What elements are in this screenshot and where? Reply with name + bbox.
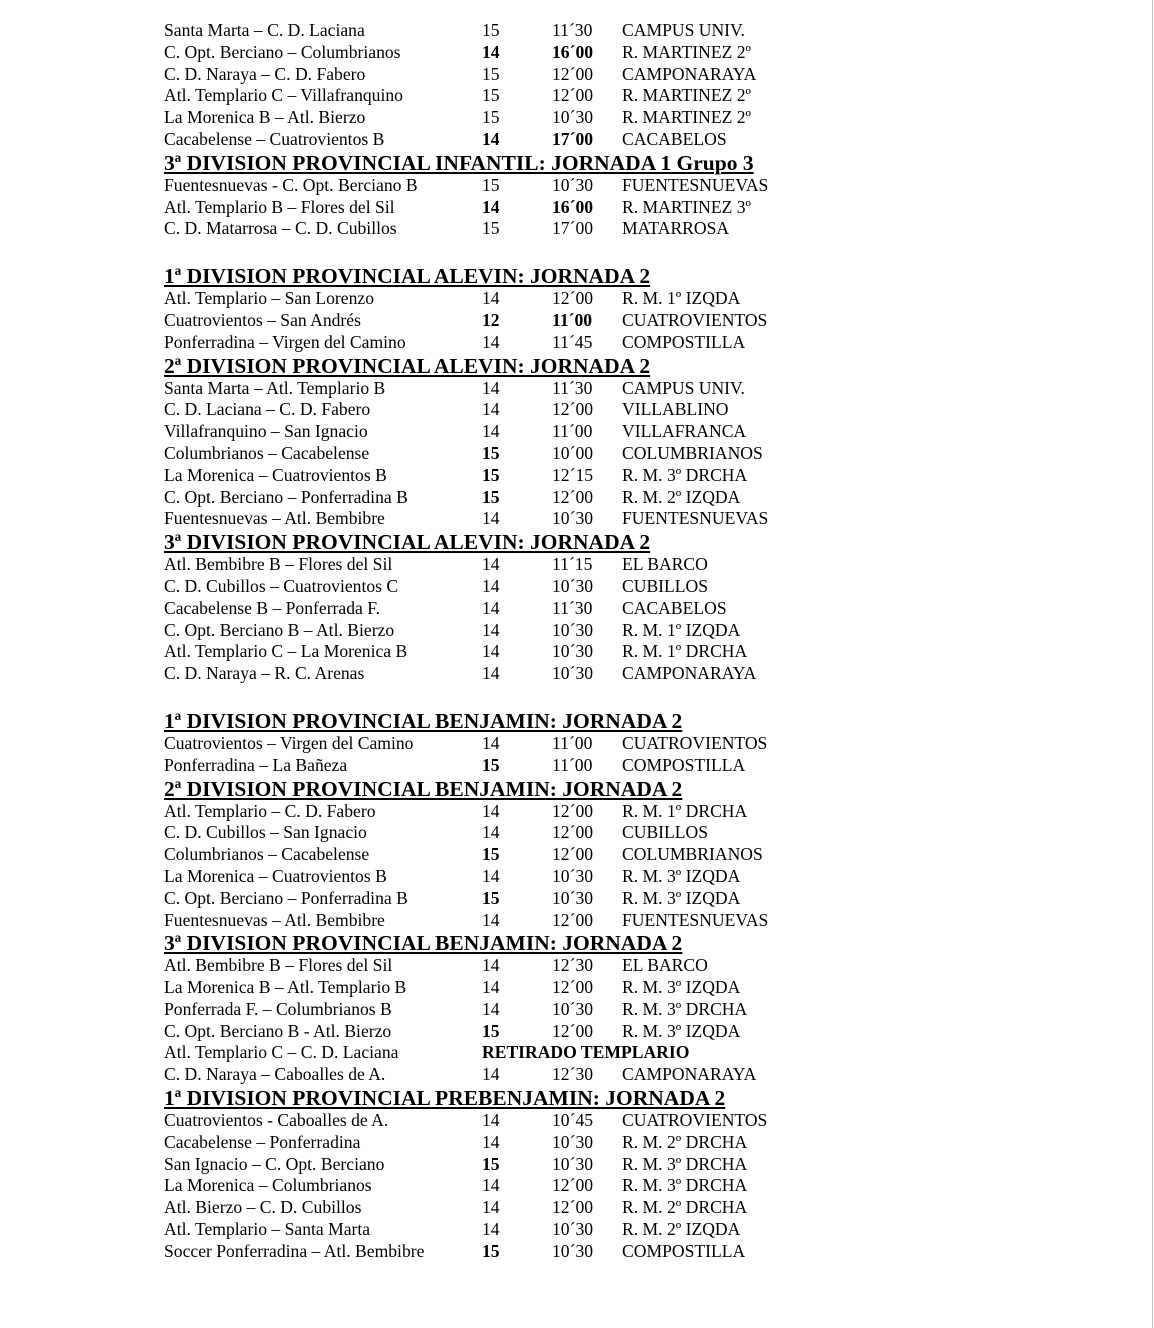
match-day: 15 bbox=[482, 486, 500, 507]
match-venue: FUENTESNUEVAS bbox=[622, 909, 769, 930]
match-venue: FUENTESNUEVAS bbox=[622, 174, 769, 195]
section-heading-text: 3ª DIVISION PROVINCIAL BENJAMIN: JORNADA 2 bbox=[164, 931, 683, 956]
match-time: 10´30 bbox=[552, 865, 594, 886]
match-teams: Fuentesnuevas - C. Opt. Berciano B bbox=[164, 174, 418, 195]
match-venue: COMPOSTILLA bbox=[622, 1240, 746, 1261]
match-row bbox=[164, 977, 1064, 999]
match-day: 14 bbox=[482, 663, 500, 684]
match-row bbox=[164, 755, 1064, 777]
section-heading-text: 1ª DIVISION PROVINCIAL PREBENJAMIN: JORNADA 2 bbox=[164, 1086, 726, 1111]
match-time: 16´00 bbox=[552, 41, 594, 62]
match-day: 15 bbox=[482, 887, 500, 908]
match-row bbox=[164, 64, 1064, 86]
match-day: 14 bbox=[482, 1064, 500, 1085]
schedule-document bbox=[164, 20, 1064, 1263]
match-time: 12´00 bbox=[552, 63, 594, 84]
match-teams: Cacabelense – Ponferradina bbox=[164, 1131, 361, 1152]
match-venue: CAMPUS UNIV. bbox=[622, 20, 745, 40]
match-day: 15 bbox=[482, 85, 500, 106]
match-venue: CAMPUS UNIV. bbox=[622, 377, 745, 398]
match-day: 14 bbox=[482, 597, 500, 618]
match-venue: R. M. 2º DRCHA bbox=[622, 1131, 748, 1152]
match-day: 14 bbox=[482, 822, 500, 843]
match-time: 12´00 bbox=[552, 399, 594, 420]
match-day: 15 bbox=[482, 464, 500, 485]
match-day: 15 bbox=[482, 1240, 500, 1261]
match-row bbox=[164, 107, 1064, 129]
match-teams: La Morenica – Cuatrovientos B bbox=[164, 865, 387, 886]
match-time: 10´30 bbox=[552, 1153, 594, 1174]
match-time: 17´00 bbox=[552, 128, 594, 149]
match-teams: C. D. Laciana – C. D. Fabero bbox=[164, 399, 371, 420]
match-time: 10´30 bbox=[552, 1240, 594, 1261]
section-heading-text: 2ª DIVISION PROVINCIAL BENJAMIN: JORNADA 2 bbox=[164, 776, 683, 801]
match-time: 11´30 bbox=[552, 20, 593, 40]
match-day: 14 bbox=[482, 955, 500, 976]
match-venue: CUATROVIENTOS bbox=[622, 732, 768, 753]
match-time: 12´00 bbox=[552, 85, 594, 106]
match-time: 10´30 bbox=[552, 887, 594, 908]
match-row bbox=[164, 663, 1064, 685]
match-time: 10´30 bbox=[552, 1131, 594, 1152]
match-time: 12´00 bbox=[552, 1197, 594, 1218]
match-row bbox=[164, 910, 1064, 932]
match-day: 15 bbox=[482, 1020, 500, 1041]
match-teams: San Ignacio – C. Opt. Berciano bbox=[164, 1153, 385, 1174]
match-teams: La Morenica B – Atl. Bierzo bbox=[164, 107, 366, 128]
match-teams: Atl. Bembibre B – Flores del Sil bbox=[164, 554, 393, 575]
match-time: 16´00 bbox=[552, 196, 594, 217]
match-day: 14 bbox=[482, 909, 500, 930]
match-venue: R. MARTINEZ 2º bbox=[622, 85, 752, 106]
match-time: 12´00 bbox=[552, 822, 594, 843]
match-venue: R. M. 3º IZQDA bbox=[622, 865, 741, 886]
match-day: 14 bbox=[482, 554, 500, 575]
section-heading bbox=[164, 264, 1064, 288]
match-teams: Fuentesnuevas – Atl. Bembibre bbox=[164, 909, 385, 930]
section-heading-text: 3ª DIVISION PROVINCIAL ALEVIN: JORNADA 2 bbox=[164, 530, 651, 555]
match-row bbox=[164, 620, 1064, 642]
match-venue: COMPOSTILLA bbox=[622, 754, 746, 775]
match-row bbox=[164, 1064, 1064, 1086]
match-venue: R. M. 1º IZQDA bbox=[622, 288, 741, 309]
match-time: 11´00 bbox=[552, 754, 593, 775]
match-day: 14 bbox=[482, 865, 500, 886]
match-teams: C. D. Naraya – R. C. Arenas bbox=[164, 663, 365, 684]
match-row bbox=[164, 378, 1064, 400]
match-time: 10´45 bbox=[552, 1110, 594, 1131]
section-heading-text: 2ª DIVISION PROVINCIAL ALEVIN: JORNADA 2 bbox=[164, 353, 651, 378]
match-time: 10´30 bbox=[552, 174, 594, 195]
match-venue: R. M. 3º DRCHA bbox=[622, 464, 748, 485]
match-time: 10´30 bbox=[552, 107, 594, 128]
match-time: 12´00 bbox=[552, 486, 594, 507]
match-teams: C. D. Naraya – Caboalles de A. bbox=[164, 1064, 386, 1085]
match-day: 14 bbox=[482, 998, 500, 1019]
match-venue: CUATROVIENTOS bbox=[622, 309, 768, 330]
match-venue: EL BARCO bbox=[622, 955, 708, 976]
match-time: 10´30 bbox=[552, 998, 594, 1019]
match-venue: CACABELOS bbox=[622, 128, 727, 149]
match-day: 14 bbox=[482, 421, 500, 442]
match-row bbox=[164, 1175, 1064, 1197]
match-row bbox=[164, 129, 1064, 151]
match-day: 15 bbox=[482, 844, 500, 865]
match-venue: COLUMBRIANOS bbox=[622, 844, 763, 865]
match-venue: R. M. 3º IZQDA bbox=[622, 977, 741, 998]
match-teams: Atl. Templario – C. D. Fabero bbox=[164, 800, 376, 821]
match-row bbox=[164, 866, 1064, 888]
match-row bbox=[164, 332, 1064, 354]
match-row bbox=[164, 1197, 1064, 1219]
match-day: 14 bbox=[482, 331, 500, 352]
match-day: 14 bbox=[482, 641, 500, 662]
match-teams: Soccer Ponferradina – Atl. Bembibre bbox=[164, 1240, 425, 1261]
page-edge-rule bbox=[1152, 0, 1153, 1328]
match-row bbox=[164, 888, 1064, 910]
match-time: 12´30 bbox=[552, 1064, 594, 1085]
match-teams: Atl. Templario C – C. D. Laciana bbox=[164, 1042, 399, 1063]
match-teams: Columbrianos – Cacabelense bbox=[164, 844, 370, 865]
match-venue: CUBILLOS bbox=[622, 575, 709, 596]
match-time: 10´30 bbox=[552, 663, 594, 684]
match-teams: Atl. Templario C – La Morenica B bbox=[164, 641, 408, 662]
match-teams: Cacabelense – Cuatrovientos B bbox=[164, 128, 385, 149]
match-day: 14 bbox=[482, 800, 500, 821]
match-venue: FUENTESNUEVAS bbox=[622, 508, 769, 529]
match-row bbox=[164, 1110, 1064, 1132]
match-time: 12´00 bbox=[552, 288, 594, 309]
match-row bbox=[164, 465, 1064, 487]
match-venue: VILLABLINO bbox=[622, 399, 729, 420]
match-teams: C. D. Matarrosa – C. D. Cubillos bbox=[164, 218, 397, 239]
match-venue: R. M. 1º DRCHA bbox=[622, 800, 748, 821]
match-row bbox=[164, 399, 1064, 421]
match-row bbox=[164, 844, 1064, 866]
match-note: RETIRADO TEMPLARIO bbox=[482, 1042, 690, 1063]
match-teams: Atl. Bierzo – C. D. Cubillos bbox=[164, 1197, 362, 1218]
section-heading bbox=[164, 1086, 1064, 1110]
match-venue: R. MARTINEZ 2º bbox=[622, 107, 752, 128]
match-teams: Cacabelense B – Ponferrada F. bbox=[164, 597, 380, 618]
match-time: 10´30 bbox=[552, 619, 594, 640]
match-time: 12´15 bbox=[552, 464, 594, 485]
match-row bbox=[164, 1042, 1064, 1064]
match-venue: CACABELOS bbox=[622, 597, 727, 618]
match-time: 12´00 bbox=[552, 909, 594, 930]
match-row bbox=[164, 443, 1064, 465]
section-heading bbox=[164, 530, 1064, 554]
match-teams: La Morenica – Cuatrovientos B bbox=[164, 464, 387, 485]
match-time: 10´30 bbox=[552, 1219, 594, 1240]
match-day: 15 bbox=[482, 442, 500, 463]
match-row bbox=[164, 42, 1064, 64]
match-day: 14 bbox=[482, 1197, 500, 1218]
match-venue: CUBILLOS bbox=[622, 822, 709, 843]
match-day: 14 bbox=[482, 128, 500, 149]
match-row bbox=[164, 175, 1064, 197]
match-venue: R. M. 1º DRCHA bbox=[622, 641, 748, 662]
match-day: 15 bbox=[482, 174, 500, 195]
match-day: 15 bbox=[482, 107, 500, 128]
match-row bbox=[164, 733, 1064, 755]
match-row bbox=[164, 218, 1064, 240]
match-teams: Atl. Templario C – Villafranquino bbox=[164, 85, 403, 106]
match-time: 11´15 bbox=[552, 554, 593, 575]
match-row bbox=[164, 999, 1064, 1021]
match-teams: La Morenica – Columbrianos bbox=[164, 1175, 372, 1196]
match-row bbox=[164, 20, 1064, 42]
match-row bbox=[164, 1154, 1064, 1176]
match-venue: MATARROSA bbox=[622, 218, 730, 239]
match-teams: Ponferradina – Virgen del Camino bbox=[164, 331, 406, 352]
match-day: 14 bbox=[482, 619, 500, 640]
match-row bbox=[164, 487, 1064, 509]
section-heading-text: 1ª DIVISION PROVINCIAL BENJAMIN: JORNADA 2 bbox=[164, 708, 683, 733]
match-teams: La Morenica B – Atl. Templario B bbox=[164, 977, 407, 998]
match-day: 14 bbox=[482, 399, 500, 420]
match-venue: R. MARTINEZ 3º bbox=[622, 196, 752, 217]
match-teams: C. D. Cubillos – Cuatrovientos C bbox=[164, 575, 399, 596]
match-time: 17´00 bbox=[552, 218, 594, 239]
match-venue: R. M. 2º IZQDA bbox=[622, 1219, 741, 1240]
match-day: 14 bbox=[482, 288, 500, 309]
match-row bbox=[164, 554, 1064, 576]
match-time: 11´00 bbox=[552, 309, 593, 330]
match-teams: Cuatrovientos - Caboalles de A. bbox=[164, 1110, 389, 1131]
match-day: 12 bbox=[482, 309, 500, 330]
match-day: 14 bbox=[482, 732, 500, 753]
match-row bbox=[164, 576, 1064, 598]
match-teams: Columbrianos – Cacabelense bbox=[164, 442, 370, 463]
match-time: 11´45 bbox=[552, 331, 593, 352]
match-row bbox=[164, 598, 1064, 620]
match-row bbox=[164, 1132, 1064, 1154]
section-heading bbox=[164, 709, 1064, 733]
match-time: 12´00 bbox=[552, 800, 594, 821]
match-day: 14 bbox=[482, 977, 500, 998]
match-day: 14 bbox=[482, 196, 500, 217]
match-venue: CAMPONARAYA bbox=[622, 63, 757, 84]
match-time: 11´00 bbox=[552, 732, 593, 753]
match-row bbox=[164, 310, 1064, 332]
match-venue: R. M. 1º IZQDA bbox=[622, 619, 741, 640]
match-teams: C. D. Cubillos – San Ignacio bbox=[164, 822, 367, 843]
match-day: 14 bbox=[482, 41, 500, 62]
match-day: 14 bbox=[482, 1175, 500, 1196]
match-teams: Santa Marta – C. D. Laciana bbox=[164, 20, 365, 40]
match-time: 12´30 bbox=[552, 955, 594, 976]
match-row bbox=[164, 421, 1064, 443]
match-teams: C. Opt. Berciano B - Atl. Bierzo bbox=[164, 1020, 392, 1041]
match-venue: R. M. 3º DRCHA bbox=[622, 1153, 748, 1174]
match-time: 11´30 bbox=[552, 597, 593, 618]
match-day: 14 bbox=[482, 377, 500, 398]
match-row bbox=[164, 822, 1064, 844]
match-venue: R. MARTINEZ 2º bbox=[622, 41, 752, 62]
match-day: 15 bbox=[482, 754, 500, 775]
match-time: 11´00 bbox=[552, 421, 593, 442]
match-row bbox=[164, 85, 1064, 107]
match-row bbox=[164, 641, 1064, 663]
match-row bbox=[164, 1241, 1064, 1263]
match-venue: R. M. 3º IZQDA bbox=[622, 1020, 741, 1041]
match-row bbox=[164, 1021, 1064, 1043]
match-teams: Ponferradina – La Bañeza bbox=[164, 754, 348, 775]
match-venue: R. M. 3º DRCHA bbox=[622, 998, 748, 1019]
match-teams: Cuatrovientos – Virgen del Camino bbox=[164, 732, 414, 753]
match-day: 15 bbox=[482, 63, 500, 84]
match-venue: R. M. 3º IZQDA bbox=[622, 887, 741, 908]
match-venue: R. M. 2º DRCHA bbox=[622, 1197, 748, 1218]
match-time: 10´30 bbox=[552, 575, 594, 596]
match-day: 15 bbox=[482, 1153, 500, 1174]
match-teams: Villafranquino – San Ignacio bbox=[164, 421, 368, 442]
match-time: 10´00 bbox=[552, 442, 594, 463]
match-teams: Atl. Templario – San Lorenzo bbox=[164, 288, 375, 309]
match-time: 10´30 bbox=[552, 508, 594, 529]
match-day: 14 bbox=[482, 1110, 500, 1131]
match-time: 12´00 bbox=[552, 977, 594, 998]
match-day: 14 bbox=[482, 575, 500, 596]
match-venue: CUATROVIENTOS bbox=[622, 1110, 768, 1131]
match-teams: Santa Marta – Atl. Templario B bbox=[164, 377, 386, 398]
section-heading bbox=[164, 931, 1064, 955]
match-row bbox=[164, 801, 1064, 823]
match-teams: C. Opt. Berciano – Columbrianos bbox=[164, 41, 401, 62]
match-time: 12´00 bbox=[552, 1175, 594, 1196]
match-teams: Atl. Bembibre B – Flores del Sil bbox=[164, 955, 393, 976]
match-teams: Atl. Templario – Santa Marta bbox=[164, 1219, 371, 1240]
match-teams: C. Opt. Berciano B – Atl. Bierzo bbox=[164, 619, 395, 640]
match-day: 14 bbox=[482, 508, 500, 529]
match-time: 12´00 bbox=[552, 844, 594, 865]
match-venue: CAMPONARAYA bbox=[622, 1064, 757, 1085]
match-row bbox=[164, 508, 1064, 530]
match-row bbox=[164, 955, 1064, 977]
section-spacer bbox=[164, 240, 1064, 264]
section-heading bbox=[164, 151, 1064, 175]
match-teams: Ponferrada F. – Columbrianos B bbox=[164, 998, 392, 1019]
section-heading bbox=[164, 354, 1064, 378]
match-day: 15 bbox=[482, 20, 500, 40]
match-venue: R. M. 3º DRCHA bbox=[622, 1175, 748, 1196]
match-venue: VILLAFRANCA bbox=[622, 421, 747, 442]
match-teams: Fuentesnuevas – Atl. Bembibre bbox=[164, 508, 385, 529]
match-venue: EL BARCO bbox=[622, 554, 708, 575]
match-teams: C. Opt. Berciano – Ponferradina B bbox=[164, 486, 408, 507]
match-venue: CAMPONARAYA bbox=[622, 663, 757, 684]
match-venue: COMPOSTILLA bbox=[622, 331, 746, 352]
match-time: 10´30 bbox=[552, 641, 594, 662]
match-day: 14 bbox=[482, 1131, 500, 1152]
section-heading-text: 3ª DIVISION PROVINCIAL INFANTIL: JORNADA 1 Grupo 3 bbox=[164, 150, 754, 175]
match-row bbox=[164, 288, 1064, 310]
match-time: 12´00 bbox=[552, 1020, 594, 1041]
match-teams: Atl. Templario B – Flores del Sil bbox=[164, 196, 395, 217]
match-day: 14 bbox=[482, 1219, 500, 1240]
match-teams: Cuatrovientos – San Andrés bbox=[164, 309, 361, 330]
match-row bbox=[164, 1219, 1064, 1241]
match-teams: C. D. Naraya – C. D. Fabero bbox=[164, 63, 366, 84]
match-day: 15 bbox=[482, 218, 500, 239]
match-teams: C. Opt. Berciano – Ponferradina B bbox=[164, 887, 408, 908]
section-spacer bbox=[164, 685, 1064, 709]
match-time: 11´30 bbox=[552, 377, 593, 398]
match-venue: R. M. 2º IZQDA bbox=[622, 486, 741, 507]
section-heading bbox=[164, 777, 1064, 801]
match-venue: COLUMBRIANOS bbox=[622, 442, 763, 463]
section-heading-text: 1ª DIVISION PROVINCIAL ALEVIN: JORNADA 2 bbox=[164, 264, 651, 289]
match-row bbox=[164, 197, 1064, 219]
